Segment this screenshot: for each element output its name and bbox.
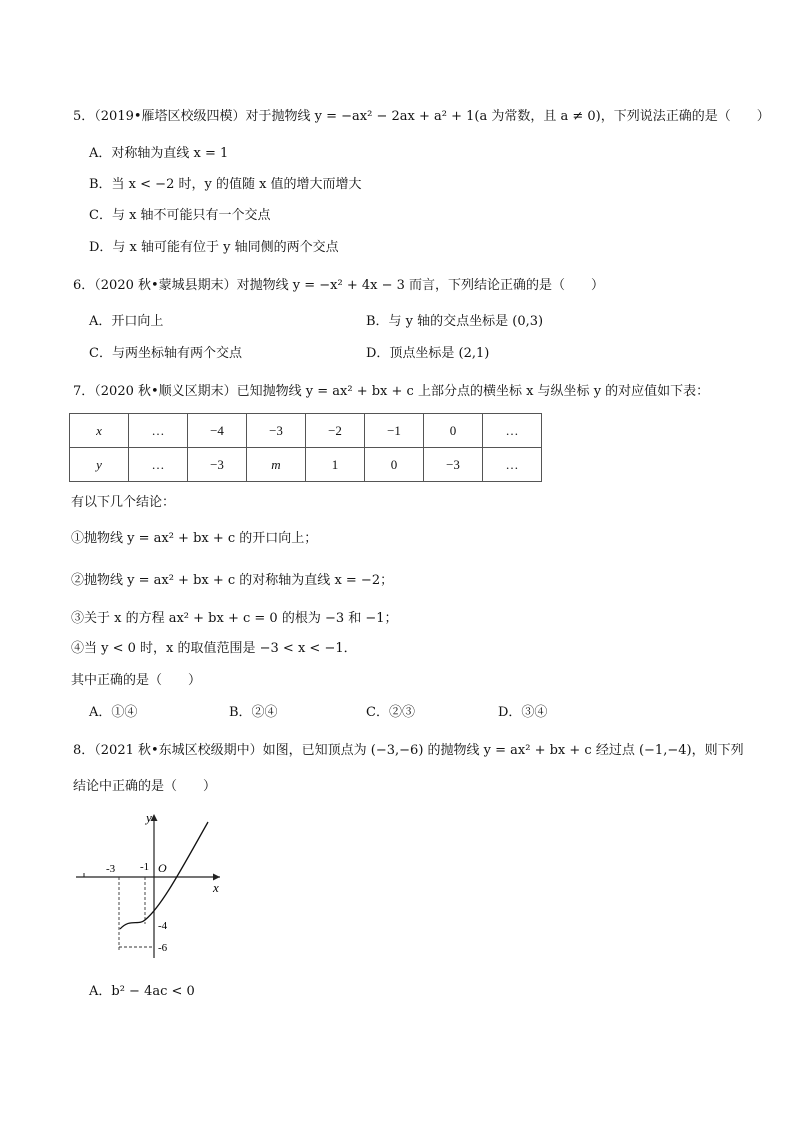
table-cell: 1 xyxy=(306,448,365,482)
q7-intro: 有以下几个结论： xyxy=(71,495,176,510)
table-cell: −3 xyxy=(188,448,247,482)
q6-option-b: B．与 y 轴的交点坐标是 (0,3) xyxy=(366,314,544,329)
q7-conclusion-2: ②抛物线 y = ax² + bx + c 的对称轴为直线 x = −2； xyxy=(71,573,394,588)
table-row-y xyxy=(70,448,542,482)
q7-value-table xyxy=(69,413,542,482)
tick-label-neg3: -3 xyxy=(106,863,116,875)
q7-conclusion-3: ③关于 x 的方程 ax² + bx + c = 0 的根为 −3 和 −1； xyxy=(71,611,398,626)
q8-option-a: A．b² − 4ac < 0 xyxy=(89,984,195,999)
origin-label: O xyxy=(158,861,167,875)
table-cell: −1 xyxy=(365,414,424,448)
q8-stem-line2: 结论中正确的是（ ） xyxy=(73,779,217,794)
q5-option-b: B．当 x < −2 时，y 的值随 x 值的增大而增大 xyxy=(89,177,362,192)
table-cell: y xyxy=(70,448,129,482)
q5-option-d: D．与 x 轴可能有位于 y 轴同侧的两个交点 xyxy=(89,240,339,255)
x-axis-label: x xyxy=(213,880,219,895)
table-cell: … xyxy=(483,448,542,482)
table-cell: … xyxy=(129,448,188,482)
q7-conclusion-1: ①抛物线 y = ax² + bx + c 的开口向上； xyxy=(71,531,318,546)
q7-conclusion-4: ④当 y < 0 时，x 的取值范围是 −3 < x < −1． xyxy=(71,641,357,656)
q8-stem-line1: 8．（2021 秋•东城区校级期中）如图，已知顶点为 (−3,−6) 的抛物线 y = ax² + bx + c 经过点 (−1,−4)，则下列 xyxy=(73,743,744,758)
q7-option-b: B．②④ xyxy=(229,705,278,720)
q7-stem: 7．（2020 秋•顺义区期末）已知抛物线 y = ax² + bx + c 上部分点的横坐标 x 与纵坐标 y 的对应值如下表： xyxy=(73,384,710,399)
table-cell: −3 xyxy=(247,414,306,448)
q7-option-d: D．③④ xyxy=(498,705,548,720)
q5-option-a: A．对称轴为直线 x = 1 xyxy=(89,146,229,161)
table-row-x xyxy=(70,414,542,448)
y-axis-label: y xyxy=(146,810,152,825)
table-cell: m xyxy=(247,448,306,482)
tick-label-neg1: -1 xyxy=(140,861,150,873)
q6-option-c: C．与两坐标轴有两个交点 xyxy=(89,346,242,361)
tick-label-neg6: -6 xyxy=(158,942,168,954)
table-cell: … xyxy=(483,414,542,448)
q6-stem: 6．（2020 秋•蒙城县期末）对抛物线 y = −x² + 4x − 3 而言，下列结论正确的是（ ） xyxy=(73,278,605,293)
q5-stem: 5．（2019•雁塔区校级四模）对于抛物线 y = −ax² − 2ax + a² + 1(a 为常数，且 a ≠ 0)，下列说法正确的是（ ） xyxy=(73,109,770,124)
tick-label-neg4: -4 xyxy=(158,920,168,932)
q7-option-c: C．②③ xyxy=(366,705,415,720)
table-cell: x xyxy=(70,414,129,448)
table-cell: −2 xyxy=(306,414,365,448)
q5-option-c: C．与 x 轴不可能只有一个交点 xyxy=(89,208,271,223)
q6-option-a: A．开口向上 xyxy=(89,314,164,329)
table-cell: −3 xyxy=(424,448,483,482)
q7-ask: 其中正确的是（ ） xyxy=(71,673,202,688)
table-cell: 0 xyxy=(365,448,424,482)
parabola-curve xyxy=(120,822,208,929)
q8-parabola-figure xyxy=(70,808,240,968)
table-cell: … xyxy=(129,414,188,448)
q7-option-a: A．①④ xyxy=(89,705,138,720)
q6-option-d: D．顶点坐标是 (2,1) xyxy=(366,346,490,361)
table-cell: −4 xyxy=(188,414,247,448)
table-cell: 0 xyxy=(424,414,483,448)
